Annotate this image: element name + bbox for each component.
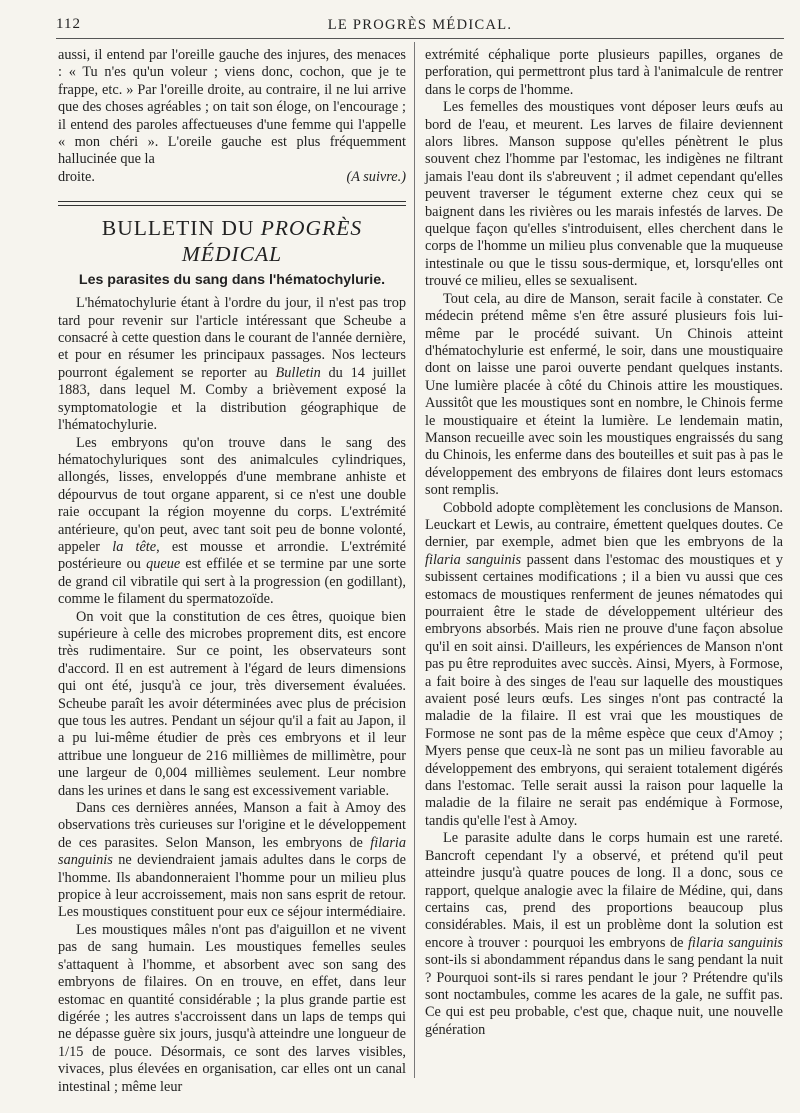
continuation-paragraph: aussi, il entend par l'oreille gauche des injures, des menaces : « Tu n'es qu'un voleur ; viens donc, cochon, que je te frappe, etc. » Par l'oreille droite, au contraire, il ne lui arrive que des choses agréables ; on tait son éloge, on l'encourage ; il entend des paroles affectueuses d'une femme qui l'appelle « mon chéri ». L'oreile gauche est plus fréquemment hallucinée que la	[58, 47, 406, 168]
right-column	[425, 47, 783, 1039]
to-be-continued: (A suivre.)	[346, 168, 406, 185]
running-title: LE PROGRÈS MÉDICAL.	[327, 17, 513, 33]
paragraph: Les moustiques mâles n'ont pas d'aiguillon et ne vivent pas de sang humain. Les moustiques femelles seules s'attaquent à l'homme, et absorbent avec son sang des embryons de filaires. On en trouve, en effet, dans leur estomac en quantité considérable ; la plus grande partie est digérée ; les autres s'accroissent dans un laps de temps qui ne dépasse guère six jours, jusqu'à atteindre une longueur de 1/15 de pouce. Désormais, ce sont des larves visibles, vivaces, plus élevées en organisation, car elles ont un canal intestinal ; même leur	[58, 921, 406, 1095]
continuation-end-row	[58, 169, 406, 186]
paragraph: Dans ces dernières années, Manson a fait à Amoy des observations très curieuses sur l'origine et le développement de ces parasites. Selon Manson, les embryons de filaria sanguinis ne deviendraient jamais adultes dans le corps de l'homme. Ils abandonneraient l'homme pour un milieu plus propice à leur accroissement, mais non sans esprit de retour. Les moustiques constituent pour eux ce séjour intermédiaire.	[58, 800, 406, 921]
page-number: 112	[56, 16, 81, 32]
continuation-end: droite.	[58, 168, 95, 185]
left-column	[58, 47, 406, 1096]
paragraph: Cobbold adopte complètement les conclusions de Manson. Leuckart et Lewis, au contraire, émettent quelques doutes. Ce dernier, par exemple, admet bien que les embryons de la filaria sanguinis passent dans l'estomac des moustiques et y subissent certaines modifications ; il a bien vu aussi que ces estomacs de moustiques renferment de jeunes nématodes qui pourraient être le stade de développement ultérieur des embryons absorbés. Mais rien ne prouve d'une façon absolue qu'il en soit ainsi. D'ailleurs, les expériences de Manson n'ont pas pu être reproduites avec succès. Ainsi, Myers, à Formose, a fait boire à des singes de l'eau sur laquelle des moustiques avaient posé leurs œufs. Les singes n'ont pas contracté la maladie de la filaire. Il est vrai que les moustiques de Formose ne sont pas de la même espèce que ceux d'Amoy ; Myers pense que ceux-là ne sont pas un milieu favorable au développement des embryons, qui seraient totalement digérés dans l'estomac. Telle serait aussi la raison pour laquelle la maladie de la filaire ne serait pas endémique à Formose, tandis qu'elle l'est à Amoy.	[425, 499, 783, 829]
paragraph: Tout cela, au dire de Manson, serait facile à constater. Ce médecin prétend même s'en être assuré plusieurs fois lui-même par le procédé suivant. Un Chinois atteint d'hématochylurie est enfermé, le soir, dans une moustiquaire dont on laisse une paroi ouverte pendant quelques instants. Une lumière placée à côté du Chinois attire les moustiques. Aussitôt que les moustiques sont en nombre, le Chinois ferme le moustiquaire et éteint la lumière. Le lendemain matin, Manson recueille avec soin les moustiques engraissés du sang du Chinois, les enferme dans des bouteilles et suit pas à pas le développement des embryons de filaires dont leurs estomacs sont remplis.	[425, 290, 783, 499]
article-subtitle: Les parasites du sang dans l'hématochylurie.	[78, 272, 386, 289]
column-divider	[414, 42, 415, 1078]
header-rule	[56, 38, 784, 39]
paragraph: Les femelles des moustiques vont déposer leurs œufs au bord de l'eau, et meurent. Les larves de filaire deviennent alors libres. Manson suppose qu'elles pénètrent le plus souvent chez l'homme par l'estomac, les indigènes ne filtrant jamais l'eau dont ils s'abreuvent ; il admet cependant qu'elles peuvent traverser le tégument externe chez ceux qui se baignent dans les rivières ou les marais infestés de larves. De quelque façon qu'elles s'introduisent, elles cherchent dans le corps de l'homme un milieu plus convenable que la muqueuse intestinale ou que le tissu sous-dermique, et, lorsqu'elles ont trouvé ce milieu, elles se sexualisent.	[425, 99, 783, 290]
bulletin-title: BULLETIN DU PROGRÈS MÉDICAL	[101, 216, 363, 267]
paragraph: extrémité céphalique porte plusieurs papilles, organes de perforation, qui permettront plus tard à l'animalcule de rentrer dans le corps de l'homme.	[425, 47, 783, 98]
paragraph: Le parasite adulte dans le corps humain est une rareté. Bancroft cependant l'y a observé, et prétend qu'il peut atteindre jusqu'à quatre pouces de long. Il a donc, sous ce rapport, quelque analogie avec la filaire de Médine, qui, dans certains cas, prend des proportions beaucoup plus considérables. Mais, il est un problème dont la solution est encore à trouver : pourquoi les embryons de filaria sanguinis sont-ils si abondamment répandus dans le sang pendant la nuit ? Pourquoi sont-ils si rares pendant le jour ? Prétendre qu'ils sont noctambules, comme les acares de la gale, ne suffit pas. Ce qui est peu probable, c'est que, chaque nuit, une nouvelle génération	[425, 830, 783, 1038]
paragraph: On voit que la constitution de ces êtres, quoique bien supérieure à celle des microbes proprement dits, est encore très rudimentaire. Sur ce point, les observateurs sont d'accord. Il en est autrement à l'égard de leurs dimensions qui ont été, jusqu'à ce jour, très diversement évaluées. Scheube paraît les avoir déterminées avec plus de précision que tous les autres. Pendant un séjour qu'il a fait au Japon, il a pu lui-même étudier de près ces embryons et il leur attribue une longueur de 216 millièmes de millimètre, pour une largeur de 0,004 millièmes seulement. Leur nombre dans les urines et dans le sang est excessivement variable.	[58, 608, 406, 799]
paragraph: L'hématochylurie étant à l'ordre du jour, il n'est pas trop tard pour revenir sur l'article intéressant que Scheube a consacré à cette question dans le courant de l'année dernière, et pour en résumer les principaux passages. Nos lecteurs pourront également se reporter au Bulletin du 14 juillet 1883, dans lequel M. Comby a brièvement exposé la symptomatologie et la distribution géographique de l'hématochylurie.	[58, 295, 407, 434]
section-rule	[58, 201, 406, 206]
paragraph: Les embryons qu'on trouve dans le sang des hématochyluriques sont des animalcules cylindriques, allongés, lisses, enveloppés d'une membrane anhiste et dépourvus de tout organe apparent, si ce n'est une double raie occupant la région moyenne du corps. L'extrémité antérieure, qu'on peut, avec tant soit peu de bonne volonté, appeler la tête, est mousse et arrondie. L'extrémité postérieure ou queue est effilée et se termine par une sorte de grand cil vibratile qui sert à la progression (en godillant), comme le filament du spermatozoïde.	[58, 434, 406, 608]
page-header	[56, 12, 784, 34]
